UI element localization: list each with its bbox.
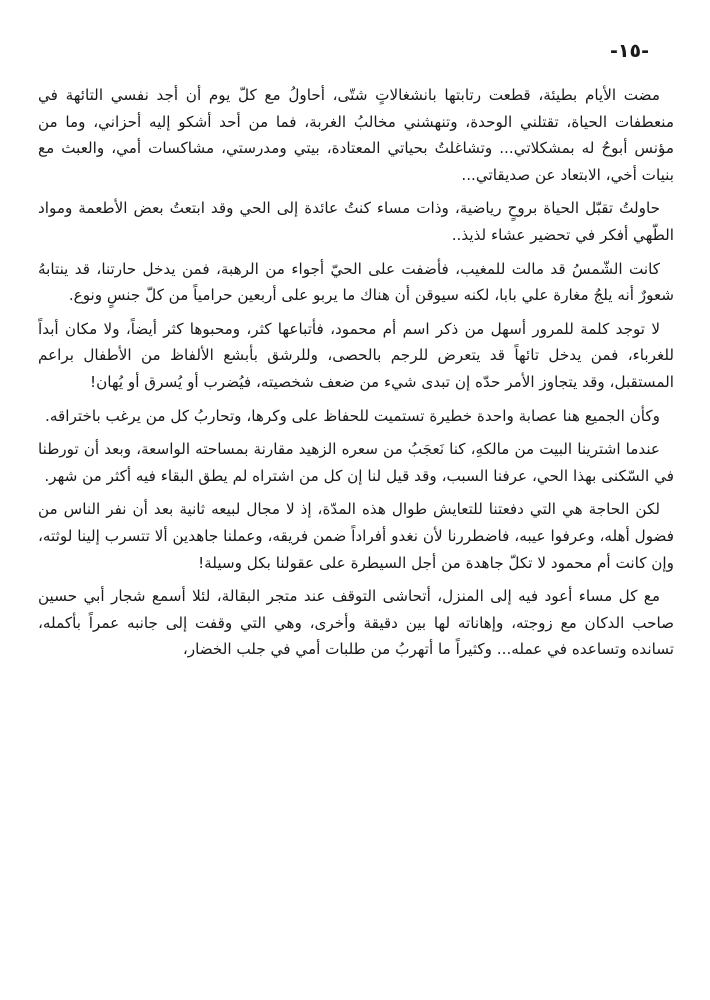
page-number: -١٥- xyxy=(610,40,649,62)
paragraph: كانت الشّمسُ قد مالت للمغيب، فأضفت على الحيّ أجواء من الرهبة، فمن يدخل حارتنا، قد ينتابهُ شعورٌ أنه يلجُ مغارة علي بابا، لكنه سيوقن أن هناك ما يربو على أربعين حرامياً من كلّ جنسٍ ونوع. xyxy=(38,259,674,305)
paragraph: لا توجد كلمة للمرور أسهل من ذكر اسم أم محمود، فأتباعها كثر، ومحبوها كثر أيضاً، ولا مكان أبداً للغرباء، فمن يدخل تائهاً قد يتعرض للرجم بالحصى، وللرشق بأبشع الألفاظ من الأطفال براعم المستقبل، وقد يتجاوز الأمر حدّه إن تبدى شيء من ضعف شخصيته، فيُضرب أو يُسرق أو يُهان! xyxy=(38,319,674,391)
paragraph: مضت الأيام بطيئة، قطعت رتابتها بانشغالاتٍ شتّى، أحاولُ مع كلّ يوم أن أجد نفسي التائهة في منعطفات الحياة، تقتلني الوحدة، وتنهشني مخالبُ الغربة، فما من أحد أشكو إليه أحزاني، وما من مؤنس أبوحُ له بمشكلاتي... وتشاغلتُ بحياتي المعتادة، بيتي ومدرستي، مشاكسات أمي، والعبث مع بنيات أخي، الابتعاد عن صديقاتي... xyxy=(38,86,674,184)
body-text xyxy=(38,82,674,670)
paragraph: عندما اشترينا البيت من مالكهِ، كنا نَعجَبُ من سعره الزهيد مقارنة بمساحته الواسعة، وبعد أن تورطنا في السّكنى بهذا الحي، عرفنا السبب، وقد قيل لنا إن كل من اشتراه لم يطق البقاء فيه أكثر من شهر. xyxy=(38,440,674,485)
paragraph: لكن الحاجة هي التي دفعتنا للتعايش طوال هذه المدّة، إذ لا مجال لبيعه ثانية بعد أن نفر الناس من فضول أهله، وعرفوا عيبه، فاضطررنا لأن نغدو أفراداً ضمن فريقه، وعملنا جاهدين ألا تتسرب إلينا لوثته، وإن كانت أم محمود لا تكلّ جاهدة من أجل السيطرة على عقولنا بكل وسيلة! xyxy=(38,500,674,572)
paragraph: مع كل مساء أعود فيه إلى المنزل، أتحاشى التوقف عند متجر البقالة، لئلا أسمع شجار أبي حسين صاحب الدكان مع زوجته، وإهاناته لها بين دقيقة وأخرى، وهي التي وقفت إلى جانبه عمراً بأكمله، تسانده وتساعده في عمله... وكثيراً ما أتهربُ من طلبات أمي في جلب الخضار، xyxy=(38,587,674,659)
paragraph: حاولتُ تقبّل الحياة بروحٍ رياضية، وذات مساء كنتُ عائدة إلى الحي وقد ابتعتُ بعض الأطعمة ومواد الطّهي أفكر في تحضير عشاء لذيذ.. xyxy=(38,199,674,244)
paragraph: وكأن الجميع هنا عصابة واحدة خطيرة تستميت للحفاظ على وكرها، وتحاربُ كل من يرغب باختراقه. xyxy=(45,406,660,425)
